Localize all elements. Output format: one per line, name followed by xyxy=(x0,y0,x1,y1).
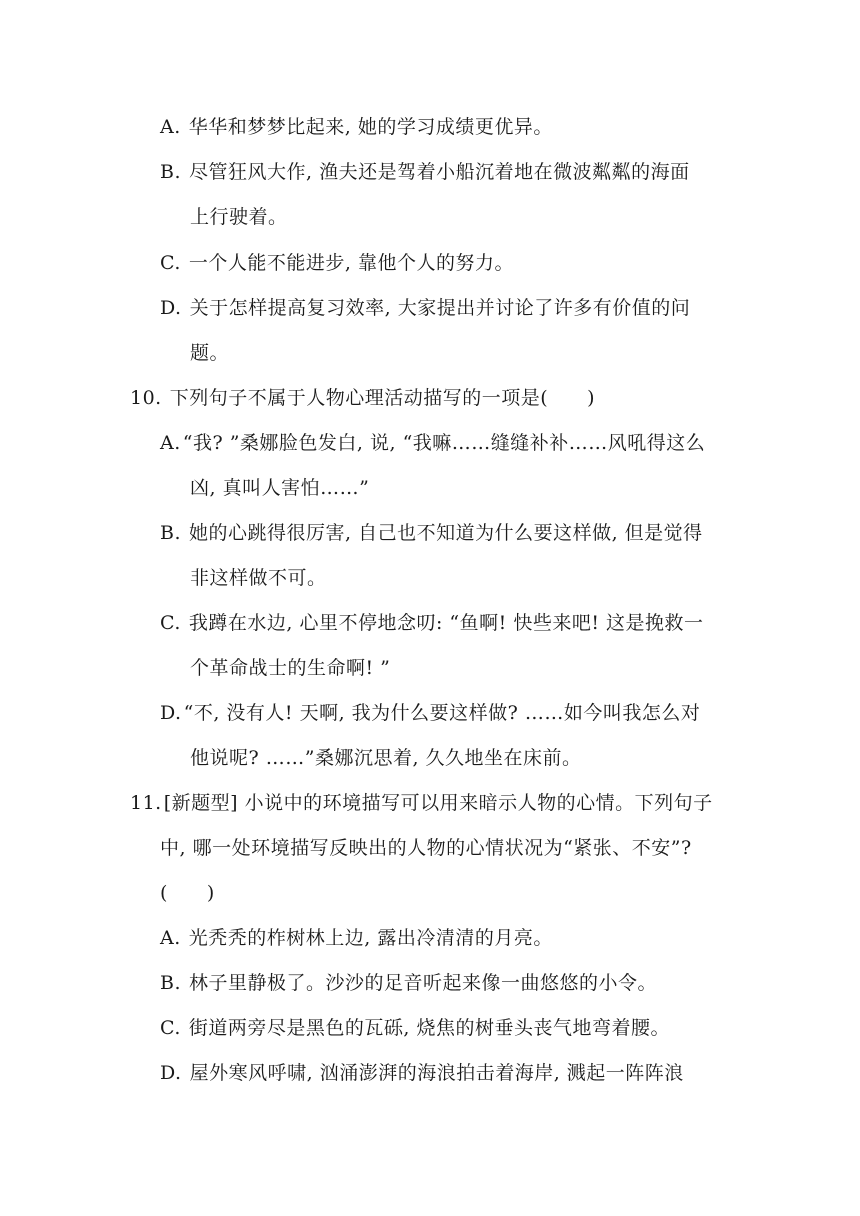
option-text: 屋外寒风呼啸, 汹涌澎湃的海浪拍击着海岸, 溅起一阵阵浪 xyxy=(189,1062,684,1084)
q11-option-a xyxy=(160,926,553,950)
q10-option-a-continued: 凶, 真叫人害怕……” xyxy=(190,477,370,499)
q10-option-d-continued: 他说呢? ……”桑娜沉思着, 久久地坐在床前。 xyxy=(190,747,582,769)
q11-stem xyxy=(130,791,713,815)
q10-option-c xyxy=(160,611,704,635)
option-text: “我? ”桑娜脸色发白, 说, “我嘛……缝缝补补……风吼得这么 xyxy=(182,432,706,454)
option-text: 她的心跳得很厉害, 自己也不知道为什么要这样做, 但是觉得 xyxy=(189,522,703,544)
q11-option-b xyxy=(160,971,657,995)
option-label: C. xyxy=(160,252,181,274)
option-text: 一个人能不能进步, 靠他个人的努力。 xyxy=(188,252,514,274)
option-label: B. xyxy=(160,161,182,183)
q9-option-b-continued: 上行驶着。 xyxy=(190,206,288,228)
option-label: D. xyxy=(160,702,182,724)
question-number: 10. xyxy=(130,387,162,409)
q10-option-c-continued: 个革命战士的生命啊! ” xyxy=(190,657,391,679)
q9-option-d xyxy=(160,296,690,320)
option-text: “不, 没有人! 天啊, 我为什么要这样做? ……如今叫我怎么对 xyxy=(183,702,701,724)
option-text: 街道两旁尽是黑色的瓦砾, 烧焦的树垂头丧气地弯着腰。 xyxy=(188,1017,670,1039)
q10-option-b-continued: 非这样做不可。 xyxy=(190,567,327,589)
q9-option-b xyxy=(160,160,690,184)
option-label: A. xyxy=(160,927,181,949)
option-text: 林子里静极了。沙沙的足音听起来像一曲悠悠的小令。 xyxy=(189,972,658,994)
q9-option-c xyxy=(160,251,514,275)
option-text: 尽管狂风大作, 渔夫还是驾着小船沉着地在微波粼粼的海面 xyxy=(189,161,690,183)
q10-option-b xyxy=(160,521,703,545)
option-text: 光秃秃的柞树林上边, 露出冷清清的月亮。 xyxy=(188,927,553,949)
option-text: 我蹲在水边, 心里不停地念叨: “鱼啊! 快些来吧! 这是挽救一 xyxy=(188,612,704,634)
question-text: 下列句子不属于人物心理活动描写的一项是( ) xyxy=(169,387,596,409)
q9-option-d-continued: 题。 xyxy=(190,342,230,364)
option-text: 关于怎样提高复习效率, 大家提出并讨论了许多有价值的问 xyxy=(189,297,691,319)
q11-option-c xyxy=(160,1016,670,1040)
option-label: B. xyxy=(160,972,182,994)
question-text: [新题型] 小说中的环境描写可以用来暗示人物的心情。下列句子 xyxy=(163,792,713,814)
option-label: D. xyxy=(160,1062,182,1084)
option-label: D. xyxy=(160,297,182,319)
option-label: A. xyxy=(160,116,181,138)
option-label: A. xyxy=(160,432,181,454)
option-label: C. xyxy=(160,612,181,634)
option-label: C. xyxy=(160,1017,181,1039)
q11-answer-blank: ( ) xyxy=(160,882,215,904)
option-text: 华华和梦梦比起来, 她的学习成绩更优异。 xyxy=(188,116,553,138)
q10-stem xyxy=(130,386,595,410)
q10-option-d xyxy=(160,701,700,725)
question-number: 11. xyxy=(130,792,162,814)
q11-stem-continued: 中, 哪一处环境描写反映出的人物的心情状况为“紧张、不安”? xyxy=(160,837,692,859)
q10-option-a xyxy=(160,431,705,455)
q9-option-a xyxy=(160,115,553,139)
option-label: B. xyxy=(160,522,182,544)
q11-option-d xyxy=(160,1061,684,1085)
